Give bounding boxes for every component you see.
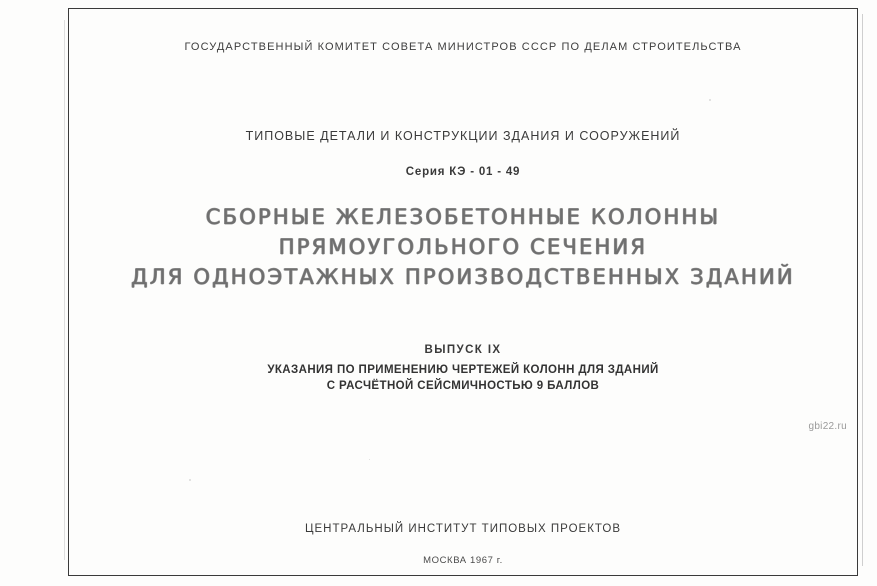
main-title-line-1: СБОРНЫЕ ЖЕЛЕЗОБЕТОННЫЕ КОЛОННЫ xyxy=(205,205,721,229)
city-and-year: МОСКВА 1967 г. xyxy=(423,555,503,566)
series-code: Серия КЭ - 01 - 49 xyxy=(405,166,521,178)
issue-description-line-1: УКАЗАНИЯ ПО ПРИМЕНЕНИЮ ЧЕРТЕЖЕЙ КОЛОНН ДЛЯ ЗДАНИЙ xyxy=(267,364,659,376)
main-title-line-2: ПРЯМОУГОЛЬНОГО СЕЧЕНИЯ xyxy=(278,235,648,259)
issue-label: ВЫПУСК IX xyxy=(424,344,502,356)
issue-description-line-2: С РАСЧЁТНОЙ СЕЙСМИЧНОСТЬЮ 9 БАЛЛОВ xyxy=(326,380,600,392)
ministry-heading: ГОСУДАРСТВЕННЫЙ КОМИТЕТ СОВЕТА МИНИСТРОВ СССР ПО ДЕЛАМ СТРОИТЕЛЬСТВА xyxy=(184,41,742,53)
series-subtitle: ТИПОВЫЕ ДЕТАЛИ И КОНСТРУКЦИИ ЗДАНИЯ И СООРУЖЕНИЙ xyxy=(245,129,681,143)
watermark: gbi22.ru xyxy=(808,421,847,432)
scan-speckle xyxy=(369,459,370,460)
scan-speckle xyxy=(709,99,711,101)
main-title-line-3: ДЛЯ ОДНОЭТАЖНЫХ ПРОИЗВОДСТВЕННЫХ ЗДАНИЙ xyxy=(131,265,795,289)
scan-speckle xyxy=(189,479,191,481)
main-title xyxy=(69,203,857,291)
scan-edge-left xyxy=(64,20,65,560)
title-page-content xyxy=(69,9,857,575)
scan-edge-right xyxy=(862,14,863,566)
institute-name: ЦЕНТРАЛЬНЫЙ ИНСТИТУТ ТИПОВЫХ ПРОЕКТОВ xyxy=(304,523,622,535)
